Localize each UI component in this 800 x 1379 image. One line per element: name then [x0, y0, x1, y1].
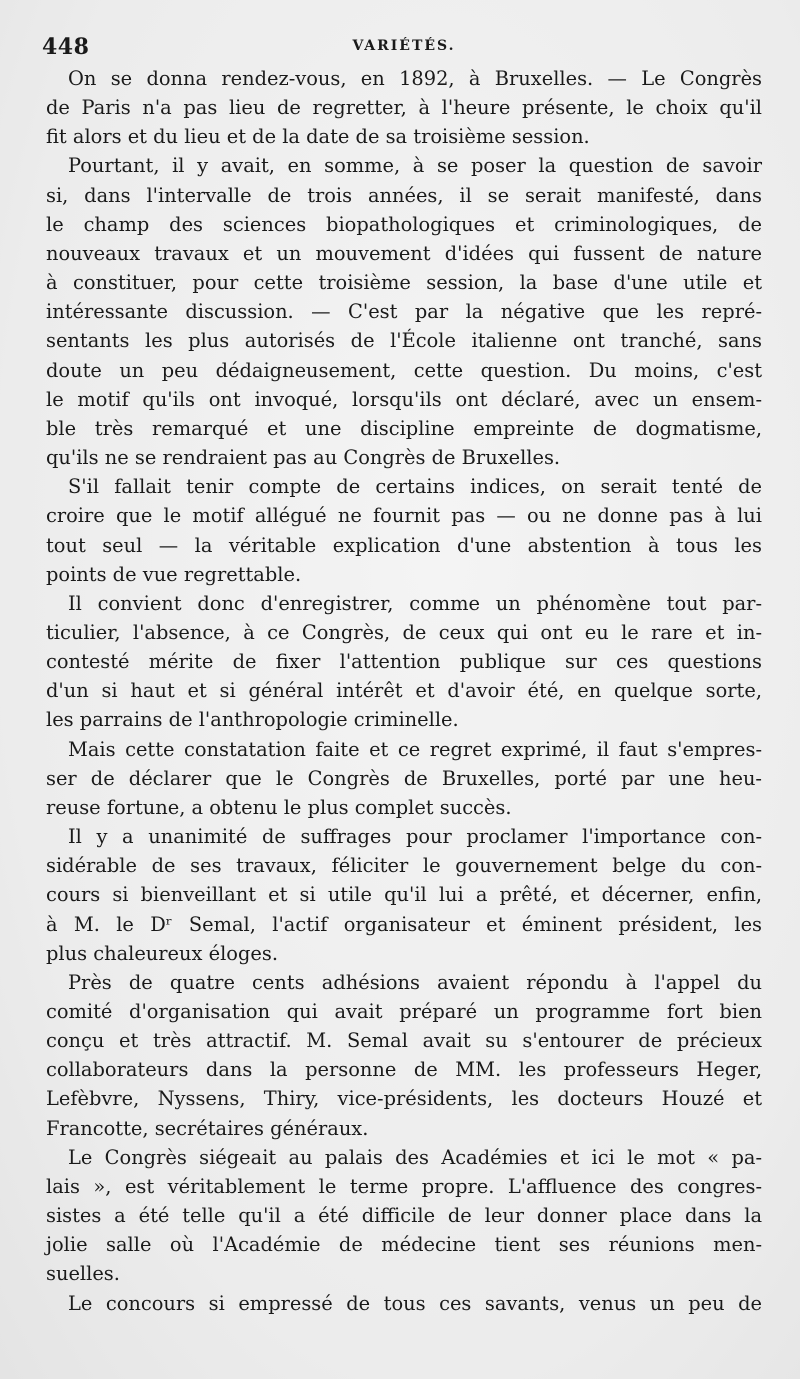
text-line: sidérable de ses travaux, féliciter le gouvernement belge du con-: [46, 854, 762, 878]
text-line: le champ des sciences biopathologiques et criminologiques, de: [46, 212, 762, 236]
text-line: ble très remarqué et une discipline empreinte de dogmatisme,: [46, 416, 762, 440]
text-line: plus chaleureux éloges.: [46, 941, 278, 965]
paragraph: [46, 968, 762, 1143]
text-line: si, dans l'intervalle de trois années, il se serait manifesté, dans: [46, 183, 762, 207]
text-line: conçu et très attractif. M. Semal avait su s'entourer de précieux: [46, 1029, 762, 1053]
text-line: sentants les plus autorisés de l'École italienne ont tranché, sans: [46, 329, 762, 353]
text-line: Il y a unanimité de suffrages pour proclamer l'importance con-: [68, 825, 762, 849]
paragraph: [46, 822, 762, 968]
paragraph: [46, 472, 762, 589]
text-line: doute un peu dédaigneusement, cette question. Du moins, c'est: [46, 358, 762, 382]
running-title: VARIÉTÉS.: [352, 38, 456, 54]
text-line: contesté mérite de fixer l'attention publique sur ces questions: [46, 650, 762, 674]
text-line: Lefèbvre, Nyssens, Thiry, vice-présidents, les docteurs Houzé et: [46, 1087, 762, 1111]
text-line: intéressante discussion. — C'est par la négative que les repré-: [46, 300, 762, 324]
page-header: [42, 30, 762, 64]
text-line: Le Congrès siégeait au palais des Académies et ici le mot « pa-: [68, 1145, 762, 1169]
text-line: d'un si haut et si général intérêt et d'avoir été, en quelque sorte,: [46, 679, 762, 703]
body-text: [46, 64, 762, 1318]
text-line: cours si bienveillant et si utile qu'il lui a prêté, et décerner, enfin,: [46, 883, 762, 907]
text-line: lais », est véritablement le terme propre. L'affluence des congres-: [46, 1174, 762, 1198]
text-line: On se donna rendez-vous, en 1892, à Bruxelles. — Le Congrès: [68, 67, 762, 90]
text-line: de Paris n'a pas lieu de regretter, à l'heure présente, le choix qu'il: [46, 96, 762, 120]
text-line: tout seul — la véritable explication d'une abstention à tous les: [46, 533, 762, 557]
paragraph: [46, 589, 762, 735]
text-line: Près de quatre cents adhésions avaient répondu à l'appel du: [68, 970, 762, 994]
text-line: comité d'organisation qui avait préparé un programme fort bien: [46, 1000, 762, 1023]
paragraph: [46, 64, 762, 151]
text-line: nouveaux travaux et un mouvement d'idées qui fussent de nature: [46, 241, 762, 265]
text-line: ticulier, l'absence, à ce Congrès, de ceux qui ont eu le rare et in-: [46, 620, 762, 644]
paragraph: [46, 1143, 762, 1289]
page-number: 448: [42, 34, 90, 60]
text-line: Le concours si empressé de tous ces savants, venus un peu de: [68, 1291, 762, 1315]
text-line: points de vue regrettable.: [46, 562, 302, 586]
text-line: à constituer, pour cette troisième session, la base d'une utile et: [46, 271, 762, 295]
text-line: qu'ils ne se rendraient pas au Congrès de Bruxelles.: [46, 446, 561, 470]
text-line: reuse fortune, a obtenu le plus complet succès.: [46, 795, 512, 819]
text-line: le motif qu'ils ont invoqué, lorsqu'ils ont déclaré, avec un ensem-: [46, 387, 762, 411]
text-line: suelles.: [46, 1262, 120, 1286]
text-line: jolie salle où l'Académie de médecine tient ses réunions men-: [46, 1233, 762, 1257]
text-line: Francotte, secrétaires généraux.: [46, 1116, 369, 1140]
text-line: collaborateurs dans la personne de MM. les professeurs Heger,: [46, 1058, 762, 1082]
text-line: les parrains de l'anthropologie criminelle.: [46, 708, 459, 732]
text-line: à M. le Dʳ Semal, l'actif organisateur et éminent président, les: [46, 912, 762, 936]
text-line: Pourtant, il y avait, en somme, à se poser la question de savoir: [68, 154, 762, 178]
text-line: sistes a été telle qu'il a été difficile de leur donner place dans la: [46, 1204, 762, 1228]
paragraph: [46, 1289, 762, 1318]
text-line: croire que le motif allégué ne fournit pas — ou ne donne pas à lui: [46, 504, 762, 528]
paragraph: [46, 151, 762, 472]
paragraph: [46, 735, 762, 822]
text-line: ser de déclarer que le Congrès de Bruxelles, porté par une heu-: [46, 766, 762, 790]
text-line: fit alors et du lieu et de la date de sa troisième session.: [46, 125, 590, 149]
text-line: Il convient donc d'enregistrer, comme un phénomène tout par-: [68, 591, 762, 615]
text-line: S'il fallait tenir compte de certains indices, on serait tenté de: [68, 475, 762, 499]
text-line: Mais cette constatation faite et ce regret exprimé, il faut s'empres-: [68, 737, 762, 761]
